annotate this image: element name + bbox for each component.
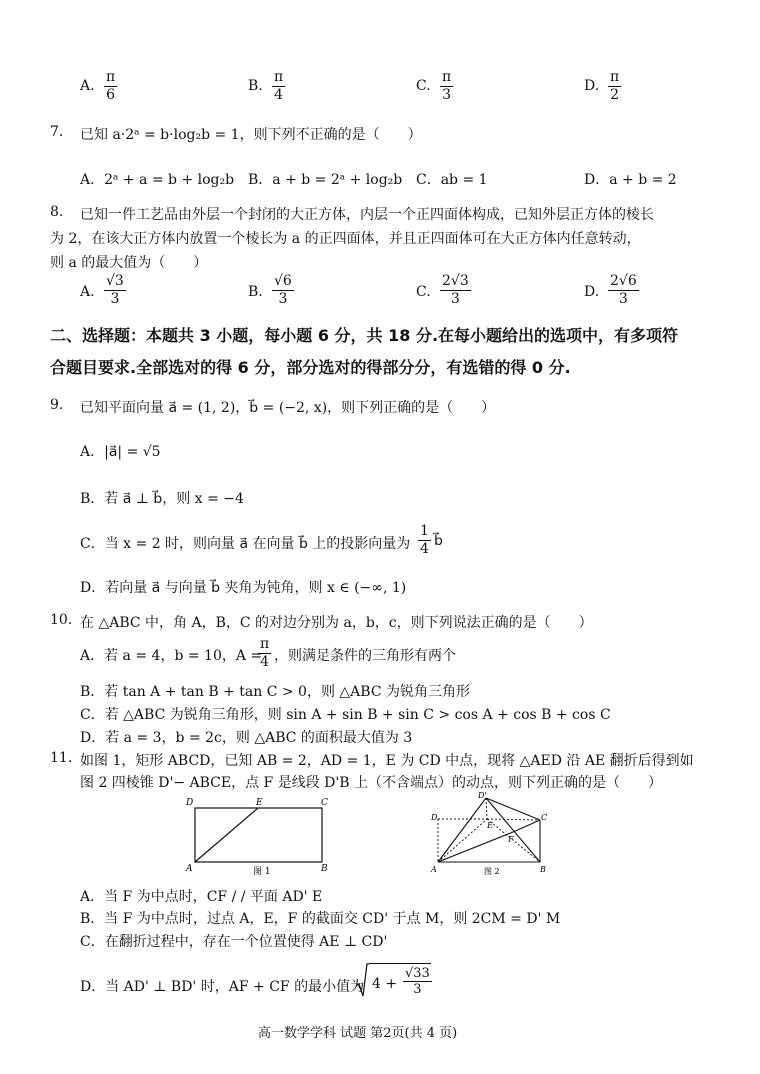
fig2-caption: 图 2: [484, 867, 500, 876]
q8-option-d-label: D.: [584, 284, 600, 300]
q9-option-d: D．若向量 a⃗ 与向量 b⃗ 夹角为钝角，则 x ∈ (−∞, 1): [80, 580, 407, 596]
q7-option-d: D．a + b = 2: [584, 172, 677, 188]
q6-option-a-fraction: $\frac{\pi}{6}$: [106, 69, 116, 103]
fig1-label-e: E: [256, 798, 263, 808]
q9-number: 9.: [50, 397, 64, 413]
q8-line-3: 则 a 的最大值为（ ）: [50, 255, 208, 271]
q11-option-a: A．当 F 为中点时，CF / / 平面 AD' E: [80, 889, 323, 905]
q9-option-b: B．若 a⃗ ⊥ b⃗，则 x = −4: [80, 491, 244, 507]
q11-option-d-head: D．当 AD' ⊥ BD' 时，AF + CF 的最小值为: [80, 979, 365, 995]
q7-number: 7.: [50, 124, 64, 140]
q6-option-c-fraction: $\frac{\pi}{3}$: [442, 69, 452, 103]
q11-line-2: 图 2 四棱锥 D'− ABCE，点 F 是线段 D'B 上（不含端点）的动点，则下列正确的是（ ）: [80, 775, 662, 791]
q8-option-a-fraction: $\frac{√3}{3}$: [106, 273, 124, 307]
q9-option-c-fraction: $\frac{1}{4}$: [420, 523, 429, 557]
q11-option-d-radical-sign: [355, 962, 369, 1000]
fig2-label-d: D: [431, 813, 438, 822]
q7-option-b: B．a + b = 2ᵃ + log₂b: [248, 172, 403, 188]
fig2-label-f: F: [508, 835, 514, 844]
figure-2-pyramid: [428, 790, 552, 882]
q7-option-c: C．ab = 1: [416, 172, 488, 188]
q6-option-a-label: A.: [80, 78, 95, 94]
q10-option-a-head: A．若 a = 4，b = 10，A =: [80, 648, 263, 664]
q10-option-c: C．若 △ABC 为锐角三角形，则 sin A + sin B + sin C > cos A + cos B + cos C: [80, 707, 611, 723]
q8-option-d-fraction: $\frac{2√6}{3}$: [610, 273, 637, 307]
q7-stem: 已知 a·2ᵃ = b·log₂b = 1，则下列不正确的是（ ）: [80, 127, 422, 143]
q9-stem: 已知平面向量 a⃗ = (1, 2)，b⃗ = (−2, x)，则下列正确的是（ ）: [80, 400, 496, 416]
q6-option-b-label: B.: [248, 78, 263, 94]
fig2-label-c: C: [541, 813, 548, 822]
q8-option-b-label: B.: [248, 284, 263, 300]
q8-line-1: 已知一件工艺品由外层一个封闭的大正方体，内层一个正四面体构成，已知外层正方体的棱长: [80, 207, 654, 223]
q9-option-c: C．当 x = 2 时，则向量 a⃗ 在向量 b⃗ 上的投影向量为: [80, 536, 411, 552]
q6-option-c-label: C.: [416, 78, 431, 94]
q10-option-a-tail: ，则满足条件的三角形有两个: [274, 648, 456, 664]
q10-option-a-fraction: $\frac{\pi}{4}$: [260, 636, 270, 670]
page-footer: 高一数学学科 试题 第2页(共 4 页): [258, 1026, 458, 1041]
q8-line-2: 为 2，在该大正方体内放置一个棱长为 a 的正四面体，并且正四面体可在大正方体内任意转动，: [50, 231, 641, 247]
fig1-label-c: C: [321, 798, 328, 808]
fig2-label-dprime: D': [478, 791, 487, 800]
q10-option-d: D．若 a = 3，b = 2c，则 △ABC 的面积最大值为 3: [80, 730, 413, 746]
q8-option-c-fraction: $\frac{2√3}{3}$: [442, 273, 469, 307]
fig1-label-a: A: [186, 864, 193, 874]
q7-option-a: A．2ᵃ + a = b + log₂b: [80, 172, 235, 188]
q6-option-d-fraction: $\frac{\pi}{2}$: [610, 69, 620, 103]
q8-number: 8.: [50, 204, 64, 220]
q9-option-a: A．|a⃗| = √5: [80, 444, 161, 460]
fig2-label-a: A: [431, 865, 437, 874]
q6-option-b-fraction: $\frac{\pi}{4}$: [274, 69, 284, 103]
fig1-label-d: D: [186, 798, 194, 808]
q11-number: 11.: [50, 750, 73, 766]
q6-option-d-label: D.: [584, 78, 600, 94]
section-2-heading-line-1: 二、选择题：本题共 3 小题，每小题 6 分，共 18 分.在每小题给出的选项中，有多项符: [50, 326, 679, 345]
q11-line-1: 如图 1，矩形 ABCD，已知 AB = 2，AD = 1，E 为 CD 中点，现将 △AED 沿 AE 翻折后得到如: [80, 753, 694, 769]
q9-option-c-tail: b⃗: [434, 533, 443, 549]
q10-stem: 在 △ABC 中，角 A，B，C 的对边分别为 a，b，c，则下列说法正确的是（ ）: [80, 615, 593, 631]
q11-option-c: C．在翻折过程中，存在一个位置使得 AE ⊥ CD': [80, 934, 388, 950]
q10-number: 10.: [50, 612, 73, 628]
q11-option-d-root-head: 4 +: [372, 976, 398, 992]
figure-1-rectangle: [180, 795, 340, 877]
q8-option-c-label: C.: [416, 284, 431, 300]
q11-option-b: B．当 F 为中点时，过点 A，E，F 的截面交 CD' 于点 M，则 2CM = D' M: [80, 911, 561, 927]
fig1-caption: 图 1: [253, 867, 271, 877]
fig2-label-b: B: [540, 865, 546, 874]
fig2-label-e: E: [487, 821, 493, 830]
q8-option-b-fraction: $\frac{√6}{3}$: [274, 273, 292, 307]
q10-option-b: B．若 tan A + tan B + tan C > 0，则 △ABC 为锐角三角形: [80, 684, 471, 700]
section-2-heading-line-2: 合题目要求.全部选对的得 6 分，部分选对的得部分分，有选错的得 0 分.: [50, 358, 571, 377]
fig1-label-b: B: [321, 864, 328, 874]
q8-option-a-label: A.: [80, 284, 95, 300]
q11-option-d-fraction: $\frac{√33}{3}$: [405, 966, 430, 997]
